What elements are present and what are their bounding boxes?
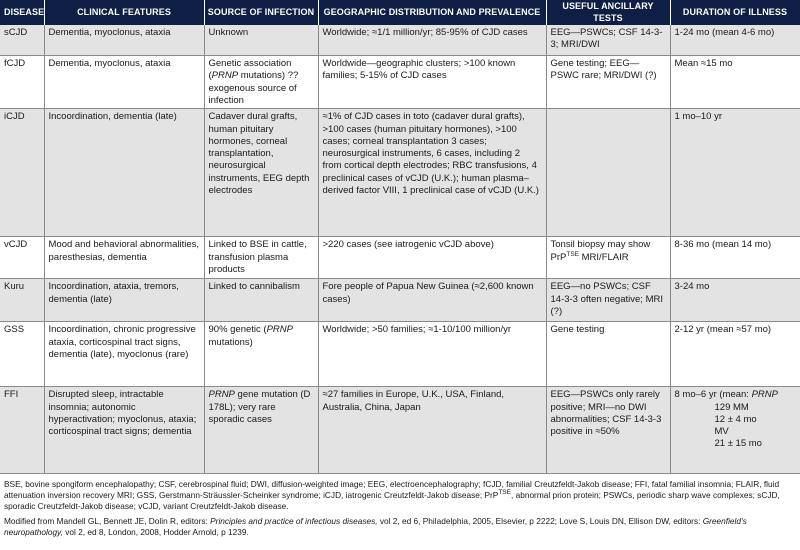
cell-source: PRNP gene mutation (D 178L); very rare sporadic cases xyxy=(204,387,318,474)
cell-clinical-features: Incoordination, ataxia, tremors, dementia (late) xyxy=(44,279,204,322)
source-citation: Modified from Mandell GL, Bennett JE, Dolin R, editors: Principles and practice of infectious diseases, vol 2, ed 6, Philadelphia, 2005, Elsevier, p 2222; Love S, Louis DN, Ellison DW, editors: Greenfield's neuropathology, vol 2, ed 8, London, 2008, Hodder Arnold, p 1239. xyxy=(4,516,747,538)
table-row-gss xyxy=(0,322,800,387)
cell-geography: Worldwide—geographic clusters; >100 known families; 5-15% of CJD cases xyxy=(318,56,546,109)
cell-disease: vCJD xyxy=(0,237,44,279)
abbreviations-note: BSE, bovine spongiform encephalopathy; CSF, cerebrospinal fluid; DWI, diffusion-weighted image; EEG, electroencephalography; fCJD, familial Creutzfeldt-Jakob disease; FFI, fatal familial insomnia; FLAIR, fluid attenuation inversion recovery MRI; GSS, Gerstmann-Sträussler-Scheinker syndrome; iCJD, iatrogenic Creutzfeldt-Jakob disease; PrP$^{TSE}$, abnormal prion protein; PSWCs, periodic sharp wave complexes; sCJD, sporadic Creutzfeldt-Jakob disease; vCJD, variant Creutzfeldt-Jakob disease. xyxy=(4,479,780,512)
cell-geography: Worldwide; >50 families; ≈1-10/100 million/yr xyxy=(318,322,546,387)
cell-clinical-features: Incoordination, dementia (late) xyxy=(44,109,204,237)
cell-tests: Gene testing; EEG—PSWC rare; MRI/DWI (?) xyxy=(546,56,670,109)
cell-duration: 8-36 mo (mean 14 mo) xyxy=(670,237,800,279)
cell-source: Linked to BSE in cattle, transfusion plasma products xyxy=(204,237,318,279)
cell-geography: ≈1% of CJD cases in toto (cadaver dural grafts), >100 cases (human pituitary hormones), >100 cases; corneal transplantation 3 cases; neurosurgical instruments, 6 cases, including 2 from cortical depth electrodes; RBC transfusions, 4 preclinical cases of vCJD (U.K.); human plasma–derived factor VIII, 1 preclinical case of vCJD (U.K.) xyxy=(318,109,546,237)
cell-clinical-features: Dementia, myoclonus, ataxia xyxy=(44,25,204,56)
table-footnotes xyxy=(0,474,800,538)
cell-clinical-features: Disrupted sleep, intractable insomnia; autonomic hyperactivation; myoclonus, ataxia; corticospinal tract signs; dementia xyxy=(44,387,204,474)
cell-tests xyxy=(546,109,670,237)
cell-disease: FFI xyxy=(0,387,44,474)
table-header-row xyxy=(0,0,800,25)
header-source-of-infection: SOURCE OF INFECTION xyxy=(204,0,318,25)
cell-tests: Gene testing xyxy=(546,322,670,387)
cell-clinical-features: Mood and behavioral abnormalities, paresthesias, dementia xyxy=(44,237,204,279)
table-row-kuru xyxy=(0,279,800,322)
cell-disease: Kuru xyxy=(0,279,44,322)
cell-tests: EEG—no PSWCs; CSF 14-3-3 often negative; MRI (?) xyxy=(546,279,670,322)
cell-source: Genetic association (PRNP mutations) ?? exogenous source of infection xyxy=(204,56,318,109)
header-disease: DISEASE xyxy=(0,0,44,25)
cell-duration: 2-12 yr (mean ≈57 mo) xyxy=(670,322,800,387)
cell-source: Linked to cannibalism xyxy=(204,279,318,322)
table-row-ffi xyxy=(0,387,800,474)
cell-tests: EEG—PSWCs only rarely positive; MRI—no DWI abnormalities; CSF 14-3-3 positive in ≈50% xyxy=(546,387,670,474)
cell-geography: Worldwide; ≈1/1 million/yr; 85-95% of CJD cases xyxy=(318,25,546,56)
cell-clinical-features: Incoordination, chronic progressive ataxia, corticospinal tract signs, dementia (late), myoclonus (rare) xyxy=(44,322,204,387)
cell-duration: Mean ≈15 mo xyxy=(670,56,800,109)
cell-duration: 1-24 mo (mean 4-6 mo) xyxy=(670,25,800,56)
cell-duration: 3-24 mo xyxy=(670,279,800,322)
cell-tests: EEG—PSWCs; CSF 14-3-3; MRI/DWI xyxy=(546,25,670,56)
header-duration: DURATION OF ILLNESS xyxy=(670,0,800,25)
header-ancillary-tests: USEFUL ANCILLARY TESTS xyxy=(546,0,670,25)
table-row-scjd xyxy=(0,25,800,56)
table-row-icjd xyxy=(0,109,800,237)
cell-geography: Fore people of Papua New Guinea (≈2,600 known cases) xyxy=(318,279,546,322)
cell-geography: >220 cases (see iatrogenic vCJD above) xyxy=(318,237,546,279)
cell-disease: GSS xyxy=(0,322,44,387)
header-geographic-distribution: GEOGRAPHIC DISTRIBUTION AND PREVALENCE xyxy=(318,0,546,25)
cell-disease: iCJD xyxy=(0,109,44,237)
cell-disease: sCJD xyxy=(0,25,44,56)
cell-duration: 1 mo–10 yr xyxy=(670,109,800,237)
cell-tests: Tonsil biopsy may show PrP$^{TSE}$ MRI/FLAIR xyxy=(546,237,670,279)
cell-source: Cadaver dural grafts, human pituitary hormones, corneal transplantation, neurosurgical instruments, EEG depth electrodes xyxy=(204,109,318,237)
cell-clinical-features: Dementia, myoclonus, ataxia xyxy=(44,56,204,109)
cell-source: Unknown xyxy=(204,25,318,56)
cell-duration: 8 mo–6 yr (mean: PRNP 129 MM 12 ± 4 mo MV 21 ± 15 mo xyxy=(670,387,800,474)
cell-source: 90% genetic (PRNP mutations) xyxy=(204,322,318,387)
table-row-vcjd xyxy=(0,237,800,279)
cell-geography: ≈27 families in Europe, U.K., USA, Finland, Australia, China, Japan xyxy=(318,387,546,474)
cell-disease: fCJD xyxy=(0,56,44,109)
table-row-fcjd xyxy=(0,56,800,109)
header-clinical-features: CLINICAL FEATURES xyxy=(44,0,204,25)
